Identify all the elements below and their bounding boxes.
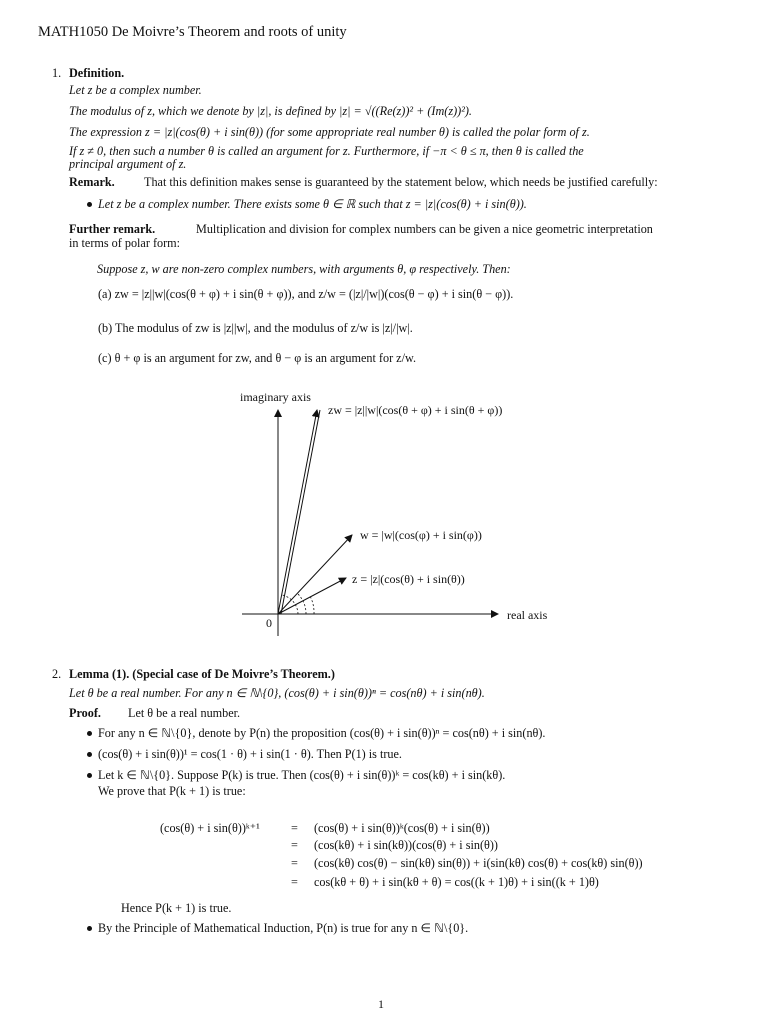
- bullet-marker: [87, 773, 92, 778]
- equation-sign: =: [291, 821, 298, 835]
- theta-arc: [310, 596, 314, 614]
- complex-plane-diagram: [230, 386, 548, 636]
- definition-line-2: The modulus of z, which we denote by |z|, is defined by |z| = √((Re(z))² + (Im(z))²).: [69, 104, 472, 118]
- equation-row: (cos(θ) + i sin(θ))ᵏ(cos(θ) + i sin(θ)): [314, 821, 490, 835]
- hence-line: Hence P(k + 1) is true.: [121, 901, 232, 915]
- definition-line-5: principal argument of z.: [69, 157, 187, 171]
- bullet-marker: [87, 202, 92, 207]
- proof-label: Proof.: [69, 706, 101, 720]
- equation-row: (cos(kθ) + i sin(kθ))(cos(θ) + i sin(θ)): [314, 838, 498, 852]
- bullet-marker: [87, 731, 92, 736]
- zw-vector-shadow: [281, 410, 320, 614]
- equation-lhs: (cos(θ) + i sin(θ))ᵏ⁺¹: [160, 821, 260, 835]
- proof-bullet-3: Let k ∈ ℕ\{0}. Suppose P(k) is true. Then (cos(θ) + i sin(θ))ᵏ = cos(kθ) + i sin(kθ).: [98, 768, 506, 782]
- page-number: 1: [378, 997, 384, 1011]
- z-label: z = |z|(cos(θ) + i sin(θ)): [352, 572, 465, 586]
- section-number-1: 1.: [52, 66, 62, 80]
- remark-text: That this definition makes sense is guaranteed by the statement below, which needs be justified carefully:: [144, 175, 658, 189]
- bullet-marker: [87, 752, 92, 757]
- equation-sign: =: [291, 838, 298, 852]
- further-remark-label: Further remark.: [69, 222, 156, 236]
- page-title: MATH1050 De Moivre’s Theorem and roots of unity: [38, 24, 347, 40]
- remark-label: Remark.: [69, 175, 115, 189]
- further-remark-text-2: in terms of polar form:: [69, 236, 181, 250]
- further-remark-text-1: Multiplication and division for complex numbers can be given a nice geometric interpretation: [196, 222, 653, 236]
- w-vector: [278, 535, 352, 614]
- proof-bullet-1: For any n ∈ ℕ\{0}, denote by P(n) the proposition (cos(θ) + i sin(θ))ⁿ = cos(nθ) + i sin(nθ).: [98, 726, 546, 740]
- remark-bullet: Let z be a complex number. There exists some θ ∈ ℝ such that z = |z|(cos(θ) + i sin(θ)).: [98, 197, 527, 211]
- z-vector: [278, 578, 346, 614]
- item-a: (a) zw = |z||w|(cos(θ + φ) + i sin(θ + φ)), and z/w = (|z|/|w|)(cos(θ − φ) + i sin(θ − φ)).: [98, 287, 514, 301]
- lemma-heading: Lemma (1). (Special case of De Moivre’s Theorem.): [69, 667, 335, 681]
- imaginary-axis-label: imaginary axis: [240, 390, 311, 404]
- equation-row: cos(kθ + θ) + i sin(kθ + θ) = cos((k + 1)θ) + i sin((k + 1)θ): [314, 875, 599, 889]
- bullet-marker: [87, 926, 92, 931]
- proof-bullet-3b: We prove that P(k + 1) is true:: [98, 784, 246, 798]
- definition-line-1: Let z be a complex number.: [69, 83, 202, 97]
- zw-vector: [278, 410, 317, 614]
- origin-label: 0: [266, 616, 272, 630]
- lemma-statement: Let θ be a real number. For any n ∈ ℕ\{0}, (cos(θ) + i sin(θ))ⁿ = cos(nθ) + i sin(nθ).: [69, 686, 485, 700]
- equation-sign: =: [291, 856, 298, 870]
- zw-label: zw = |z||w|(cos(θ + φ) + i sin(θ + φ)): [328, 403, 503, 417]
- real-axis-label: real axis: [507, 608, 548, 622]
- section-number-2: 2.: [52, 667, 62, 681]
- item-c: (c) θ + φ is an argument for zw, and θ − φ is an argument for z/w.: [98, 351, 417, 365]
- definition-line-4: If z ≠ 0, then such a number θ is called an argument for z. Furthermore, if −π < θ ≤ π, then θ is called the: [69, 144, 584, 158]
- definition-line-3: The expression z = |z|(cos(θ) + i sin(θ)) (for some appropriate real number θ) is called the polar form of z.: [69, 125, 590, 139]
- proof-bullet-4: By the Principle of Mathematical Induction, P(n) is true for any n ∈ ℕ\{0}.: [98, 921, 469, 935]
- w-label: w = |w|(cos(φ) + i sin(φ)): [360, 528, 482, 542]
- equation-row: (cos(kθ) cos(θ) − sin(kθ) sin(θ)) + i(sin(kθ) cos(θ) + cos(kθ) sin(θ)): [314, 856, 643, 870]
- item-b: (b) The modulus of zw is |z||w|, and the modulus of z/w is |z|/|w|.: [98, 321, 413, 335]
- proof-intro: Let θ be a real number.: [128, 706, 241, 720]
- suppose-statement: Suppose z, w are non-zero complex numbers, with arguments θ, φ respectively. Then:: [97, 262, 511, 276]
- equation-sign: =: [291, 875, 298, 889]
- definition-heading: Definition.: [69, 66, 125, 80]
- phi-arc: [298, 594, 306, 614]
- proof-bullet-2: (cos(θ) + i sin(θ))¹ = cos(1 · θ) + i sin(1 · θ). Then P(1) is true.: [98, 747, 402, 761]
